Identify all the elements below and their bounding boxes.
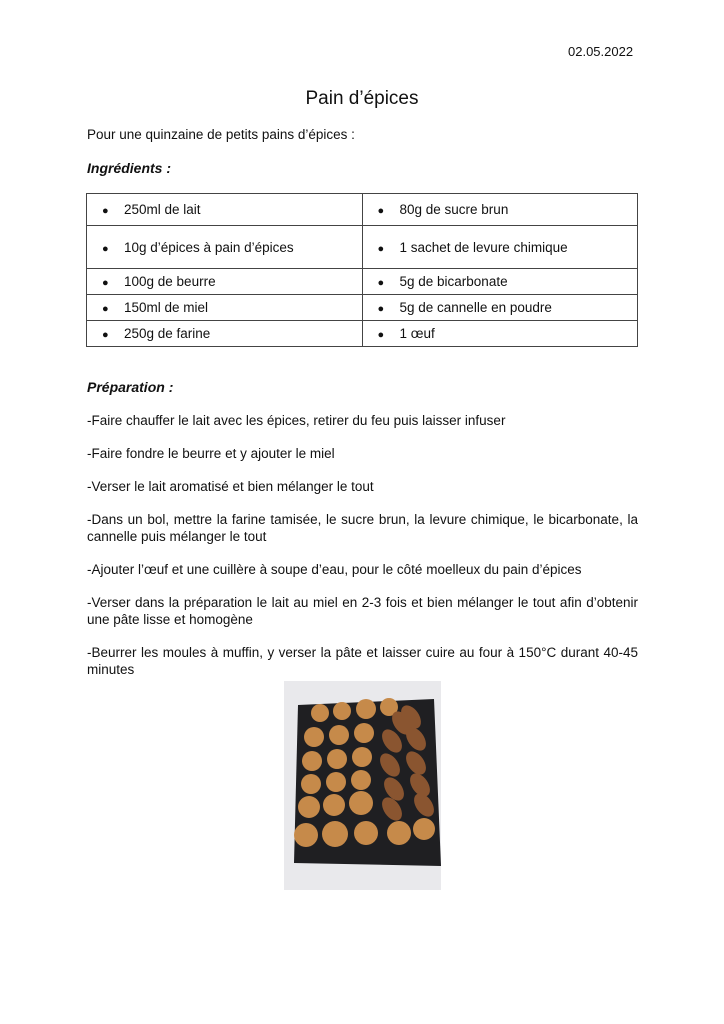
bullet-icon: ●	[102, 277, 109, 289]
ingredient-cell	[362, 269, 638, 295]
muffin	[354, 821, 378, 845]
ingredient-cell	[87, 194, 363, 226]
ingredient-cell	[87, 295, 363, 321]
step-text: -Ajouter l’œuf et une cuillère à soupe d’eau, pour le côté moelleux du pain d’épices	[87, 562, 582, 577]
bullet-icon: ●	[102, 329, 109, 341]
muffin	[349, 791, 373, 815]
ingredient-cell	[87, 321, 363, 347]
muffin	[333, 702, 351, 720]
ingredient-cell	[87, 226, 363, 269]
muffin	[311, 704, 329, 722]
muffin	[322, 821, 348, 847]
muffin	[329, 725, 349, 745]
page-title: Pain d’épices	[305, 88, 419, 109]
ingredient-label: 250g de farine	[124, 326, 211, 341]
muffin	[354, 723, 374, 743]
ingredient-label: 5g de bicarbonate	[399, 274, 508, 289]
ingredient-label: 100g de beurre	[124, 274, 216, 289]
bullet-icon: ●	[377, 277, 385, 289]
bullet-icon: ●	[377, 205, 385, 217]
ingredient-label: 1 sachet de levure chimique	[399, 239, 568, 255]
step-text: -Faire fondre le beurre et y ajouter le miel	[87, 446, 335, 461]
ingredient-cell	[362, 194, 638, 226]
muffin	[387, 821, 411, 845]
preparation-heading: Préparation :	[87, 379, 174, 395]
ingredient-label: 5g de cannelle en poudre	[399, 300, 552, 315]
ingredients-heading: Ingrédients :	[87, 160, 172, 176]
muffin-tray-image	[284, 681, 441, 890]
step-text: -Verser le lait aromatisé et bien mélanger le tout	[87, 479, 374, 494]
ingredient-label: 1 œuf	[399, 326, 435, 341]
step-text: -Verser dans la préparation le lait au miel en 2-3 fois et bien mélanger le tout afin d’obtenir une pâte lisse et homogène	[87, 595, 638, 627]
step-text: -Faire chauffer le lait avec les épices, retirer du feu puis laisser infuser	[87, 413, 506, 428]
bullet-icon: ●	[102, 242, 109, 255]
ingredient-label: 80g de sucre brun	[399, 202, 509, 217]
preparation-steps	[87, 412, 638, 694]
muffin	[326, 772, 346, 792]
bullet-icon: ●	[377, 303, 385, 315]
muffin	[327, 749, 347, 769]
bullet-icon: ●	[377, 242, 385, 255]
ingredient-cell	[362, 321, 638, 347]
ingredients-table	[86, 193, 638, 347]
ingredient-label: 250ml de lait	[124, 202, 201, 217]
table-row	[87, 194, 638, 226]
table-row	[87, 295, 638, 321]
bullet-icon: ●	[102, 303, 109, 315]
muffins-photo	[284, 681, 441, 890]
intro-text: Pour une quinzaine de petits pains d’épices :	[87, 127, 355, 142]
muffin	[294, 823, 318, 847]
step-text: -Beurrer les moules à muffin, y verser la pâte et laisser cuire au four à 150°C durant 40-45 minutes	[87, 645, 638, 677]
ingredient-cell	[362, 295, 638, 321]
bullet-icon: ●	[377, 329, 385, 341]
date: 02.05.2022	[568, 44, 634, 59]
ingredient-cell	[87, 269, 363, 295]
muffin	[323, 794, 345, 816]
muffin	[352, 747, 372, 767]
ingredient-label: 10g d’épices à pain d’épices	[124, 239, 294, 255]
muffin	[302, 751, 322, 771]
muffin	[301, 774, 321, 794]
table-row	[87, 269, 638, 295]
muffin	[351, 770, 371, 790]
step-text: -Dans un bol, mettre la farine tamisée, le sucre brun, la levure chimique, le bicarbonate, la cannelle puis mélanger le tout	[87, 512, 638, 544]
muffin	[356, 699, 376, 719]
muffin	[298, 796, 320, 818]
bullet-icon: ●	[102, 205, 109, 217]
ingredient-cell	[362, 226, 638, 269]
ingredient-label: 150ml de miel	[124, 300, 209, 315]
table-row	[87, 321, 638, 347]
table-row	[87, 226, 638, 269]
muffin	[304, 727, 324, 747]
muffin	[413, 818, 435, 840]
